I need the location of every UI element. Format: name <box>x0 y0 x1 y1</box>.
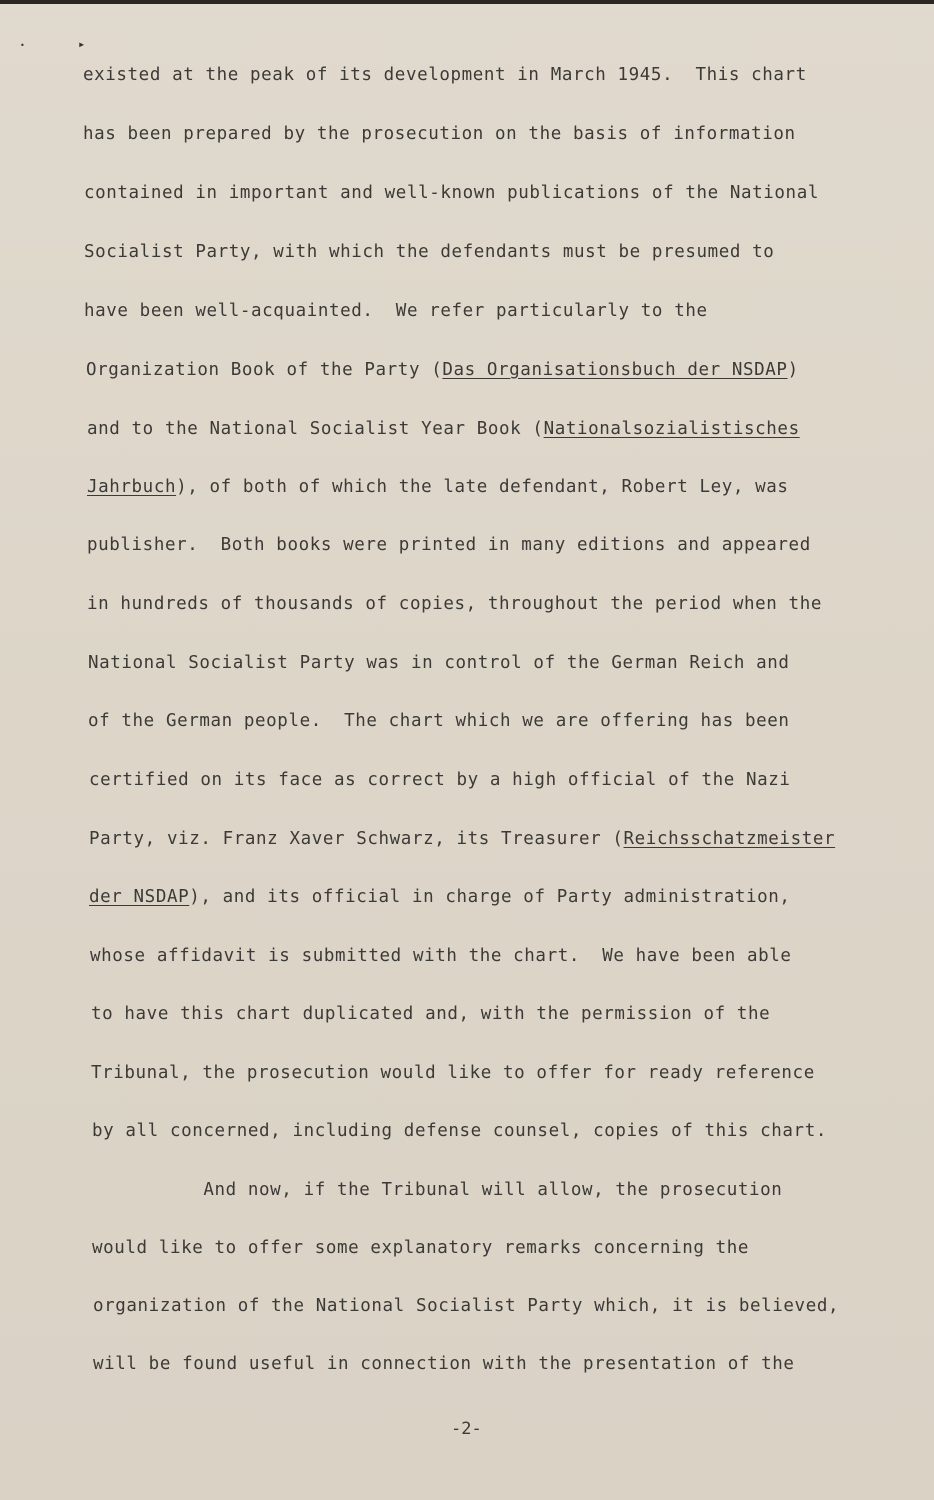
text-line: Party, viz. Franz Xaver Schwarz, its Treasurer (Reichsschatzmeister <box>89 829 836 849</box>
top-edge-shadow <box>0 0 934 4</box>
speck-mark: • <box>20 41 25 50</box>
text-line: have been well-acquainted. We refer particularly to the <box>84 301 708 321</box>
text-line: by all concerned, including defense counsel, copies of this chart. <box>92 1121 827 1141</box>
corner-mark: ▸ <box>78 37 86 51</box>
text-line: Jahrbuch), of both of which the late defendant, Robert Ley, was <box>87 477 789 497</box>
text-line: has been prepared by the prosecution on the basis of information <box>83 124 796 144</box>
text-line: contained in important and well-known publications of the National <box>84 183 819 203</box>
text-line: Socialist Party, with which the defendants must be presumed to <box>84 242 775 262</box>
page-number: -2- <box>451 1419 482 1439</box>
text-line: publisher. Both books were printed in many editions and appeared <box>87 535 811 555</box>
text-line: der NSDAP), and its official in charge of Party administration, <box>89 887 791 907</box>
text-line: organization of the National Socialist Party which, it is believed, <box>93 1296 840 1316</box>
text-line: will be found useful in connection with the presentation of the <box>93 1354 795 1374</box>
text-line: in hundreds of thousands of copies, throughout the period when the <box>87 594 822 614</box>
text-line: And now, if the Tribunal will allow, the prosecution <box>92 1180 783 1200</box>
underlined-title: der NSDAP <box>89 887 190 907</box>
underlined-title: Reichsschatzmeister <box>623 829 836 849</box>
text-line: whose affidavit is submitted with the chart. We have been able <box>90 946 792 966</box>
text-line: Tribunal, the prosecution would like to offer for ready reference <box>91 1063 815 1083</box>
text-line: of the German people. The chart which we are offering has been <box>88 711 790 731</box>
text-line: to have this chart duplicated and, with the permission of the <box>91 1004 771 1024</box>
underlined-title: Nationalsozialistisches <box>543 419 800 439</box>
text-line: National Socialist Party was in control of the German Reich and <box>88 653 790 673</box>
underlined-title: Jahrbuch <box>87 477 177 497</box>
text-line: would like to offer some explanatory remarks concerning the <box>92 1238 750 1258</box>
text-line: and to the National Socialist Year Book (Nationalsozialistisches <box>87 419 800 439</box>
text-line: existed at the peak of its development in March 1945. This chart <box>83 65 807 85</box>
text-line: certified on its face as correct by a high official of the Nazi <box>89 770 791 790</box>
text-line: Organization Book of the Party (Das Organisationsbuch der NSDAP) <box>86 360 799 380</box>
underlined-title: Das Organisationsbuch der NSDAP <box>442 360 788 380</box>
